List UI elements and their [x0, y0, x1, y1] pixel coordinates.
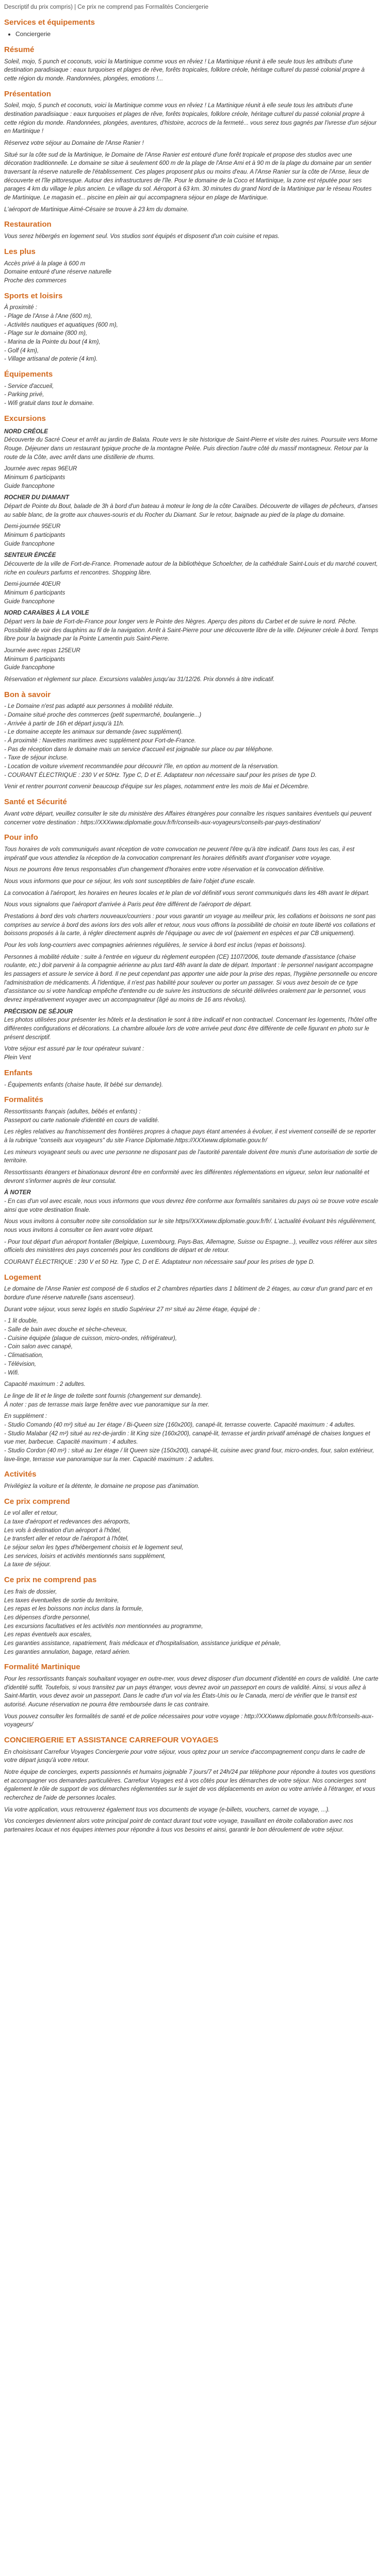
logement-capacity: Capacité maximum : 2 adultes.	[4, 1381, 86, 1388]
plus-line: Proche des commerces	[4, 277, 67, 284]
excursion-2-title: ROCHER DU DIAMANT	[4, 495, 69, 501]
presentation-text: Soleil, mojo, 5 punch et coconuts, voici la Martinique comme vous en rêviez ! La Martinique réunit à elle seule tous les attributs d'une destination paradisiaque : eaux turquoises et plages de rêve, forêts tropicales, folklore créole, héritage culturel du passé colonial propre à cette région du monde. Randonnées, plongées, aventures, d'histoire, accrocs de la fermeté... vous serez tous gagnés par l'ivresse d'un séjour en Martinique !	[4, 103, 377, 135]
activites-text: Privilégiez la voiture et la détente, le domaine ne propose pas d'animation.	[4, 1483, 200, 1489]
info-line: Guide francophone	[4, 540, 55, 547]
sports-line: - Plage de l'Anse à l'Ane (600 m),	[4, 313, 92, 319]
services-list	[4, 30, 379, 39]
sports-title: Sports et loisirs	[4, 291, 63, 300]
excursion-4-info	[4, 647, 379, 672]
info-line: Demi-journée 95EUR	[4, 523, 61, 530]
list-item: Le transfert aller et retour de l'aéroport à l'hôtel,	[4, 1536, 129, 1543]
equipements-block	[4, 382, 379, 408]
supplement-item: - Studio Cordon (40 m²) : situé au 1er étage / lit Queen size (150x200), canapé-lit, cuisine avec grand four, micro-ondes, four, salon extérieur, lave-linge, terrasse vue panoramique sur la mer. Capacité maximum : 2 adultes.	[4, 1447, 374, 1463]
tour-operator-name: Plein Vent	[4, 1055, 31, 1061]
info-line: - Location de voiture vivement recommandée pour découvrir l'île, en option au moment de la réservation.	[4, 764, 279, 770]
a-noter-text: - Pour tout départ d'un aéroport frontalier (Belgique, Luxembourg, Pays-Bas, Allemagne, Suisse ou Espagne...), veuillez vous référer aux sites officiels des ministères des pays concernés pour les conditions de départ et de retour.	[4, 1239, 377, 1254]
enfants-title: Enfants	[4, 1068, 33, 1077]
info-line: Guide francophone	[4, 483, 55, 489]
pour-info-text: Nous ne pourrons être tenus responsables d'un changement d'horaires entre votre réservation et la convocation définitive.	[4, 867, 325, 873]
excursion-1-text: Découverte du Sacré Coeur et arrêt au jardin de Balata. Route vers le site historique de Saint-Pierre et visite des ruines. Poursuite vers Morne Rouge. Déjeuner dans un restaurant typique proche de la montagne Pelée. Puis direction l'autre côté du massif montagneux. Retour par la route de la Côte, avec arrêt dans une distillerie de rhums.	[4, 437, 378, 461]
restauration-title: Restauration	[4, 220, 52, 229]
services-title: Services et équipements	[4, 18, 95, 27]
supplement-title: En supplément :	[4, 1413, 47, 1420]
resume-title: Résumé	[4, 45, 35, 54]
a-noter-title: À NOTER	[4, 1190, 31, 1196]
prix-comprend-list	[4, 1509, 379, 1569]
sports-line: - Marina de la Pointe du bout (4 km),	[4, 339, 101, 346]
sports-line: À proximité :	[4, 304, 37, 311]
info-line: Minimum 6 participants	[4, 656, 66, 663]
tour-operator-label: Votre séjour est assuré par le tour opérateur suivant :	[4, 1046, 144, 1053]
list-item: Les repas et les boissons non inclus dans la formule,	[4, 1606, 143, 1613]
pour-info-text: Nous vous signalons que l'aéroport d'arrivée à Paris peut être différent de l'aéroport de départ.	[4, 902, 252, 908]
list-item: Les garanties annulation, bagage, retard aérien.	[4, 1649, 131, 1655]
logement-text: Le domaine de l'Anse Ranier est composé de 6 studios et 2 chambres réparties dans 1 bâtiment de 2 étages, au cœur d'un grand parc et en bordure d'une réserve naturelle (sans ascenseur).	[4, 1286, 372, 1301]
presentation-title: Présentation	[4, 89, 51, 98]
list-item: Les excursions facultatives et les activités non mentionnées au programme,	[4, 1623, 203, 1630]
prix-comprend-title: Ce prix comprend	[4, 1497, 70, 1506]
formalites-text: Ressortissants étrangers et binationaux devront être en conformité avec les différentes réglementations en vigueur, selon leur nationalité et devront s'informer auprès de leur consulat.	[4, 1169, 369, 1184]
formalite-martinique-title: Formalité Martinique	[4, 1663, 80, 1672]
supplement-item: - Studio Malabar (42 m²) situé au rez-de-jardin : lit King size (160x200), canapé-lit, terrasse et jardin privatif aménagé de chaises longues et vue mer, barbecue. Capacité maximum : 4 adultes.	[4, 1430, 370, 1446]
bon-a-savoir-block	[4, 702, 379, 779]
activites-title: Activités	[4, 1470, 37, 1479]
presentation-text: Réservez votre séjour au Domaine de l'Anse Ranier !	[4, 140, 144, 147]
info-line: Journée avec repas 125EUR	[4, 648, 80, 654]
conciergerie-text: En choisissant Carrefour Voyages Conciergerie pour votre séjour, vous optez pour un service d'accompagnement conçu dans le cadre de votre départ jusqu'à votre retour.	[4, 1749, 365, 1764]
sante-title: Santé et Sécurité	[4, 798, 67, 807]
equip-line: - Service d'accueil,	[4, 383, 54, 389]
sports-line: - Golf (4 km),	[4, 347, 39, 354]
prix-ne-comprend-pas-title: Ce prix ne comprend pas	[4, 1575, 97, 1585]
excursion-1-info	[4, 465, 379, 490]
sante-text: Avant votre départ, veuillez consulter le site du ministère des Affaires étrangères pour connaître les risques sanitaires éventuels qui peuvent concerner votre destination : https://XXXwww.diplomatie.gouv.fr/fr/conseils-aux-voyageurs/conseils-par-pays-destination/	[4, 810, 372, 826]
formalites-text: Les mineurs voyageant seuls ou avec une personne ne disposant pas de l'autorité parentale doivent être munis d'une autorisation de sortie de territoire.	[4, 1149, 378, 1164]
prix-ne-comprend-pas-list	[4, 1588, 379, 1656]
list-item: La taxe de séjour.	[4, 1562, 51, 1568]
a-noter-text: COURANT ÉLECTRIQUE : 230 V et 50 Hz. Type C, D et E. Adaptateur non nécessaire sauf pour les prises de type D.	[4, 1259, 315, 1266]
formalites-text: Les règles relatives au franchissement des frontières propres à chaque pays étant amenées à évoluer, il est vivement conseillé de se reporter à la rubrique "conseils aux voyageurs" du site France Diplomatie.https://XXXwww.diplomatie.gouv.fr/	[4, 1129, 376, 1144]
excursion-3-text: Découverte de la ville de Fort-de-France. Promenade autour de la bibliothèque Schoelcher, de la cathédrale Saint-Louis et du marché couvert, riche en couleurs parfums et rencontres. Shopping libre.	[4, 561, 378, 576]
logement-title: Logement	[4, 1273, 41, 1282]
pour-info-title: Pour info	[4, 833, 38, 842]
excursion-2-info	[4, 522, 379, 548]
presentation-text: Situé sur la côte sud de la Martinique, le Domaine de l'Anse Ranier est entouré d'une forêt tropicale et propose des studios avec une décoration traditionnelle. Le domaine se situe à seulement 600 m de la plage de l'Anse Ami et à 90 m de la plage du domaine par un sentier traversant la réserve naturelle de l'établissement. Ces plages proposent plus ou moins d'eau. A l'Anse Ranier sur la côte de l'Anse, lieux de découverte et l'île pittoresque. Autour des infrastructures de l'île. Pour le domaine de la Coco et Martinique, la zone est réputée pour ses parages 4 km du village le plus ancien. Le village du sol. Aéroport à 63 km. 30 minutes du grand Nord de la Martinique par le réseau Routes de Martinique. Le magasin et... piscine en plein air qui accompagnera séjour en plage de Martinique.	[4, 151, 372, 201]
a-noter-text: Nous vous invitons à consulter notre site consolidation sur le site https//XXXwww.diplomatie.gouv.fr/fr/. L'actualité évoluant très régulièrement, nous vous invitons à consulter ce lien avant votre départ.	[4, 1218, 377, 1234]
info-line: - Domaine situé proche des commerces (petit supermarché, boulangerie...)	[4, 712, 202, 719]
info-line: Passeport ou carte nationale d'identité en cours de validité.	[4, 1117, 159, 1124]
sports-line: - Village artisanal de poterie (4 km).	[4, 356, 98, 363]
list-item: • Conciergerie	[15, 30, 379, 39]
bon-a-savoir-title: Bon à savoir	[4, 690, 51, 699]
logement-list	[4, 1317, 379, 1377]
info-line: Guide francophone	[4, 665, 55, 671]
resume-text: Soleil, mojo, 5 punch et coconuts, voici la Martinique comme vous en rêviez ! La Martinique réunit à elle seule tous les attributs d'une destination paradisiaque : eaux turquoises et plages de rêve, forêts tropicales, folklore créole, héritage culturel du passé colonial propre à cette région du monde. Randonnées, plongées, emotions !...	[4, 58, 365, 82]
info-line: - Arrivée à partir de 16h et départ jusqu'à 11h.	[4, 720, 124, 727]
info-line: - Taxe de séjour incluse.	[4, 755, 69, 761]
plus-line: Accès privé à la plage à 600 m	[4, 260, 86, 267]
formalite-martinique-text: Pour les ressortissants français souhaitant voyager en outre-mer, vous devez disposer d'un document d'identité en cours de validité. Une carte d'identité suffit. Toutefois, si vous transitez par un pays étranger, vous devrez avoir un passeport en cours de validité. Ainsi, si vous allez à Saint-Martin, vous devez avoir un passeport. Dans le cadre d'un vol via les États-Unis ou le Canada, merci de vérifier que le transit est autorisé. Aucune réservation ne pourra être remboursée dans le cas contraire.	[4, 1675, 379, 1708]
enfants-text: - Équipements enfants (chaise haute, lit bébé sur demande).	[4, 1081, 164, 1088]
excursion-4-text: Départ vers la baie de Fort-de-France pour longer vers le Pointe des Nègres. Aperçu des pitons du Carbet et de suivre le nord. Pêche. Possibilité de voir des dauphins au fil de la navigation. Arrêt à Saint-Pierre pour une découverte libre de la ville. Déjeuner créole à bord. Temps libre pour la baignade par la Pointe Lamentin puis Saint-Pierre.	[4, 618, 379, 642]
list-item: - Télévision,	[4, 1361, 36, 1367]
sports-line: - Activités nautiques et aquatiques (600 m),	[4, 321, 118, 328]
excursion-2-text: Départ de Pointe du Bout, balade de 3h à bord d'un bateau à moteur le long de la côte Caraïbes. Découverte de villages de pêcheurs, d'anses au sable blanc, de la grotte aux chauves-souris et du Rocher du Diamant. Sur le retour, baignade au pied de la plage du domaine.	[4, 503, 378, 518]
list-item: - Wifi.	[4, 1369, 20, 1376]
list-item: - Coin salon avec canapé,	[4, 1344, 73, 1350]
pour-info-text: Tous horaires de vols communiqués avant réception de votre convocation ne peuvent l'être qu'à titre indicatif. Dans tous les cas, il est impératif que vous attendiez la réception de la convocation comprenant les horaires définitifs avant d'organiser votre voyage.	[4, 846, 355, 861]
formalites-text	[4, 1108, 379, 1125]
list-item: Les repas éventuels aux escales,	[4, 1632, 92, 1638]
list-item: Les frais de dossier,	[4, 1588, 57, 1595]
plus-title: Les plus	[4, 247, 36, 256]
info-line: - Pas de réception dans le domaine mais un service d'accueil est joignable sur place ou par téléphone.	[4, 746, 273, 753]
logement-supplement	[4, 1412, 379, 1464]
conciergerie-text: Vos concierges deviennent alors votre principal point de contact durant tout votre voyage, travaillant en étroite collaboration avec nos partenaires locaux et nos équipes internes pour répondre à tous vos besoins et ainsi, garantir le bon déroulement de votre séjour.	[4, 1818, 353, 1834]
list-item: - Cuisine équipée (plaque de cuisson, micro-ondes, réfrigérateur),	[4, 1335, 177, 1342]
precision-title: PRÉCISION DE SÉJOUR	[4, 1008, 73, 1015]
formalites-title: Formalités	[4, 1095, 43, 1105]
equipements-title: Équipements	[4, 370, 53, 379]
excursion-3-info	[4, 580, 379, 606]
sports-line: - Plage sur le domaine (800 m),	[4, 330, 88, 337]
precision-text: Les photos utilisées pour présenter les hôtels et la destination le sont à titre indicatif et non contractuel. Concernant les logements, l'hôtel offre différentes configurations et décorations. La chambre allouée lors de votre arrivée peut donc être différente de celle figurant en photo sur le présent descriptif.	[4, 1017, 377, 1041]
presentation-text: L'aéroport de Martinique Aimé-Césaire se trouve à 23 km du domaine.	[4, 206, 189, 213]
list-item: Les services, loisirs et activités mentionnés sans supplément,	[4, 1553, 166, 1560]
info-line: Journée avec repas 96EUR	[4, 466, 77, 472]
info-line: Ressortissants français (adultes, bébés et enfants) :	[4, 1108, 141, 1115]
info-line: - Le Domaine n'est pas adapté aux personnes à mobilité réduite.	[4, 703, 174, 710]
plus-line: Domaine entouré d'une réserve naturelle	[4, 269, 112, 276]
excursion-3-title: SENTEUR ÉPICÉE	[4, 552, 56, 559]
equip-line: - Parking privé,	[4, 392, 44, 398]
logement-text	[4, 1392, 379, 1409]
list-item: Les taxes éventuelles de sortie du territoire,	[4, 1597, 119, 1604]
restauration-text: Vous serez hébergés en logement seul. Vos studios sont équipés et disposent d'un coin cuisine et repas.	[4, 233, 280, 240]
list-item: Le séjour selon les types d'hébergement choisis et le logement seul,	[4, 1545, 184, 1551]
pour-info-text: La convocation à l'aéroport, les horaires en heures locales et le plan de vol définitif vous seront communiqués dans les 48h avant le départ.	[4, 890, 370, 896]
excursion-4-title: NORD CARAÏBES À LA VOILE	[4, 610, 89, 617]
info-line: Minimum 6 participants	[4, 532, 66, 538]
info-line: Minimum 6 participants	[4, 474, 66, 481]
a-noter-text: - En cas d'un vol avec escale, nous vous informons que vous devrez être conforme aux formalités sanitaires du pays où se trouve votre escale ainsi que votre destination finale.	[4, 1198, 379, 1213]
info-line: - COURANT ÉLECTRIQUE : 230 V et 50Hz. Type C, D et E. Adaptateur non nécessaire sauf pour les prises de type D.	[4, 772, 317, 778]
bon-a-savoir-note: Venir et rentrer pourront convenir beaucoup d'équipe sur les plages, notamment entre les mois de Mai et Décembre.	[4, 784, 309, 790]
conciergerie-text: Notre équipe de concierges, experts passionnés et humains joignable 7 jours/7 et 24h/24 par téléphone pour répondre à toutes vos questions et accompagner vos demandes particulières. Carrefour Voyages est à vos côtés pour les démarches de votre séjour. Nos concierges sont également le rôle de support de vos démarches réglementées sur le sujet de vos déplacements en avion ou votre arrivée à l'étranger, et vous recherchez de l'aide de personnes locales.	[4, 1769, 376, 1802]
info-line: Minimum 6 participants	[4, 589, 66, 596]
breadcrumb: Descriptif du prix compris) | Ce prix ne comprend pas Formalités Conciergerie	[4, 4, 209, 10]
pour-info-text: Prestations à bord des vols charters nouveaux/courriers : pour vous garantir un voyage au meilleur prix, les collations et boissons ne sont pas comprises au service à bord des avions lors des vols aller et retour, nous vous offrons la possibilité de choisir en toute liberté vos collations et boissons proposés à la carte, à régler directement auprès de l'équipage ou avec de vol (paiement en espèces et par CB uniquement).	[4, 913, 376, 937]
excursions-note: Réservation et règlement sur place. Excursions valables jusqu'au 31/12/26. Prix donnés à titre indicatif.	[4, 676, 275, 683]
pour-info-text: Pour les vols long-courriers avec compagnies aériennes régulières, le service à bord est inclus (repas et boissons).	[4, 942, 306, 949]
info-line: Demi-journée 40EUR	[4, 581, 61, 588]
list-item: - Climatisation,	[4, 1352, 44, 1359]
plus-block	[4, 260, 379, 285]
info-line: Le linge de lit et le linge de toilette sont fournis (changement sur demande).	[4, 1393, 202, 1399]
equip-line: - Wifi gratuit dans tout le domaine.	[4, 400, 94, 407]
logement-text: Durant votre séjour, vous serez logés en studio Supérieur 27 m² situé au 2ème étage, équipé de :	[4, 1306, 260, 1313]
list-item: - Salle de bain avec douche et sèche-cheveux,	[4, 1327, 127, 1333]
info-line: À noter : pas de terrasse mais large fenêtre avec vue panoramique sur la mer.	[4, 1401, 209, 1408]
info-line: - Le domaine accepte les animaux sur demande (avec supplément).	[4, 729, 183, 736]
pour-info-text: Personnes à mobilité réduite : suite à l'entrée en vigueur du règlement européen (CE) 1107/2006, toute demande d'assistance (chaise roulante, etc.) doit parvenir à la compagnie aérienne au plus tard 48h avant la date de départ. Important : le personnel navigant accompagne les passagers et assure le service à bord. Il ne peut cependant pas apporter une aide pour la prise des repas, l'hygiène personnelle ou encore l'administration de médicaments. À l'identique, il n'est pas habilité pour soulever ou porter un passager. Si vous avez besoin de ce type d'assistance ou si votre handicap empêche d'entendre ou de suivre les instructions de sécurité délivrées oralement par le personnel, vous devrez impérativement voyager avec un accompagnateur (âgé au moins de 16 ans révolus).	[4, 954, 378, 1004]
list-item: - 1 lit double,	[4, 1318, 38, 1325]
excursions-title: Excursions	[4, 414, 46, 423]
conciergerie-title: CONCIERGERIE ET ASSISTANCE CARREFOUR VOYAGES	[4, 1736, 219, 1744]
precision-note	[4, 1045, 379, 1062]
sports-block	[4, 303, 379, 364]
list-item: Les dépenses d'ordre personnel,	[4, 1614, 91, 1621]
conciergerie-text: Via votre application, vous retrouverez également tous vos documents de voyage (e-billets, vouchers, carnet de voyage, ...).	[4, 1806, 330, 1813]
list-item: Les garanties assistance, rapatriement, frais médicaux et d'hospitalisation, assistance juridique et pénale,	[4, 1640, 281, 1647]
pour-info-text: Nous vous informons que pour ce séjour, les vols sont susceptibles de faire l'objet d'une escale.	[4, 878, 256, 885]
excursion-1-title: NORD CRÉOLE	[4, 428, 48, 435]
info-line: - À proximité : Navettes maritimes avec supplément pour Fort-de-France.	[4, 738, 196, 744]
info-line: Guide francophone	[4, 598, 55, 605]
formalite-martinique-text: Vous pouvez consulter les formalités de santé et de police nécessaires pour votre voyage : http://XXXwww.diplomatie.gouv.fr/fr/conseils-aux-voyageurs/	[4, 1713, 373, 1728]
list-item: Les vols à destination d'un aéroport à l'hôtel,	[4, 1527, 121, 1534]
list-item: Le vol aller et retour,	[4, 1510, 58, 1517]
list-item: La taxe d'aéroport et redevances des aéroports,	[4, 1519, 131, 1526]
supplement-item: - Studio Comando (40 m²) situé au 1er étage / Bi-Queen size (160x200), canapé-lit, terrasse couverte. Capacité maximum : 4 adultes.	[4, 1421, 355, 1428]
